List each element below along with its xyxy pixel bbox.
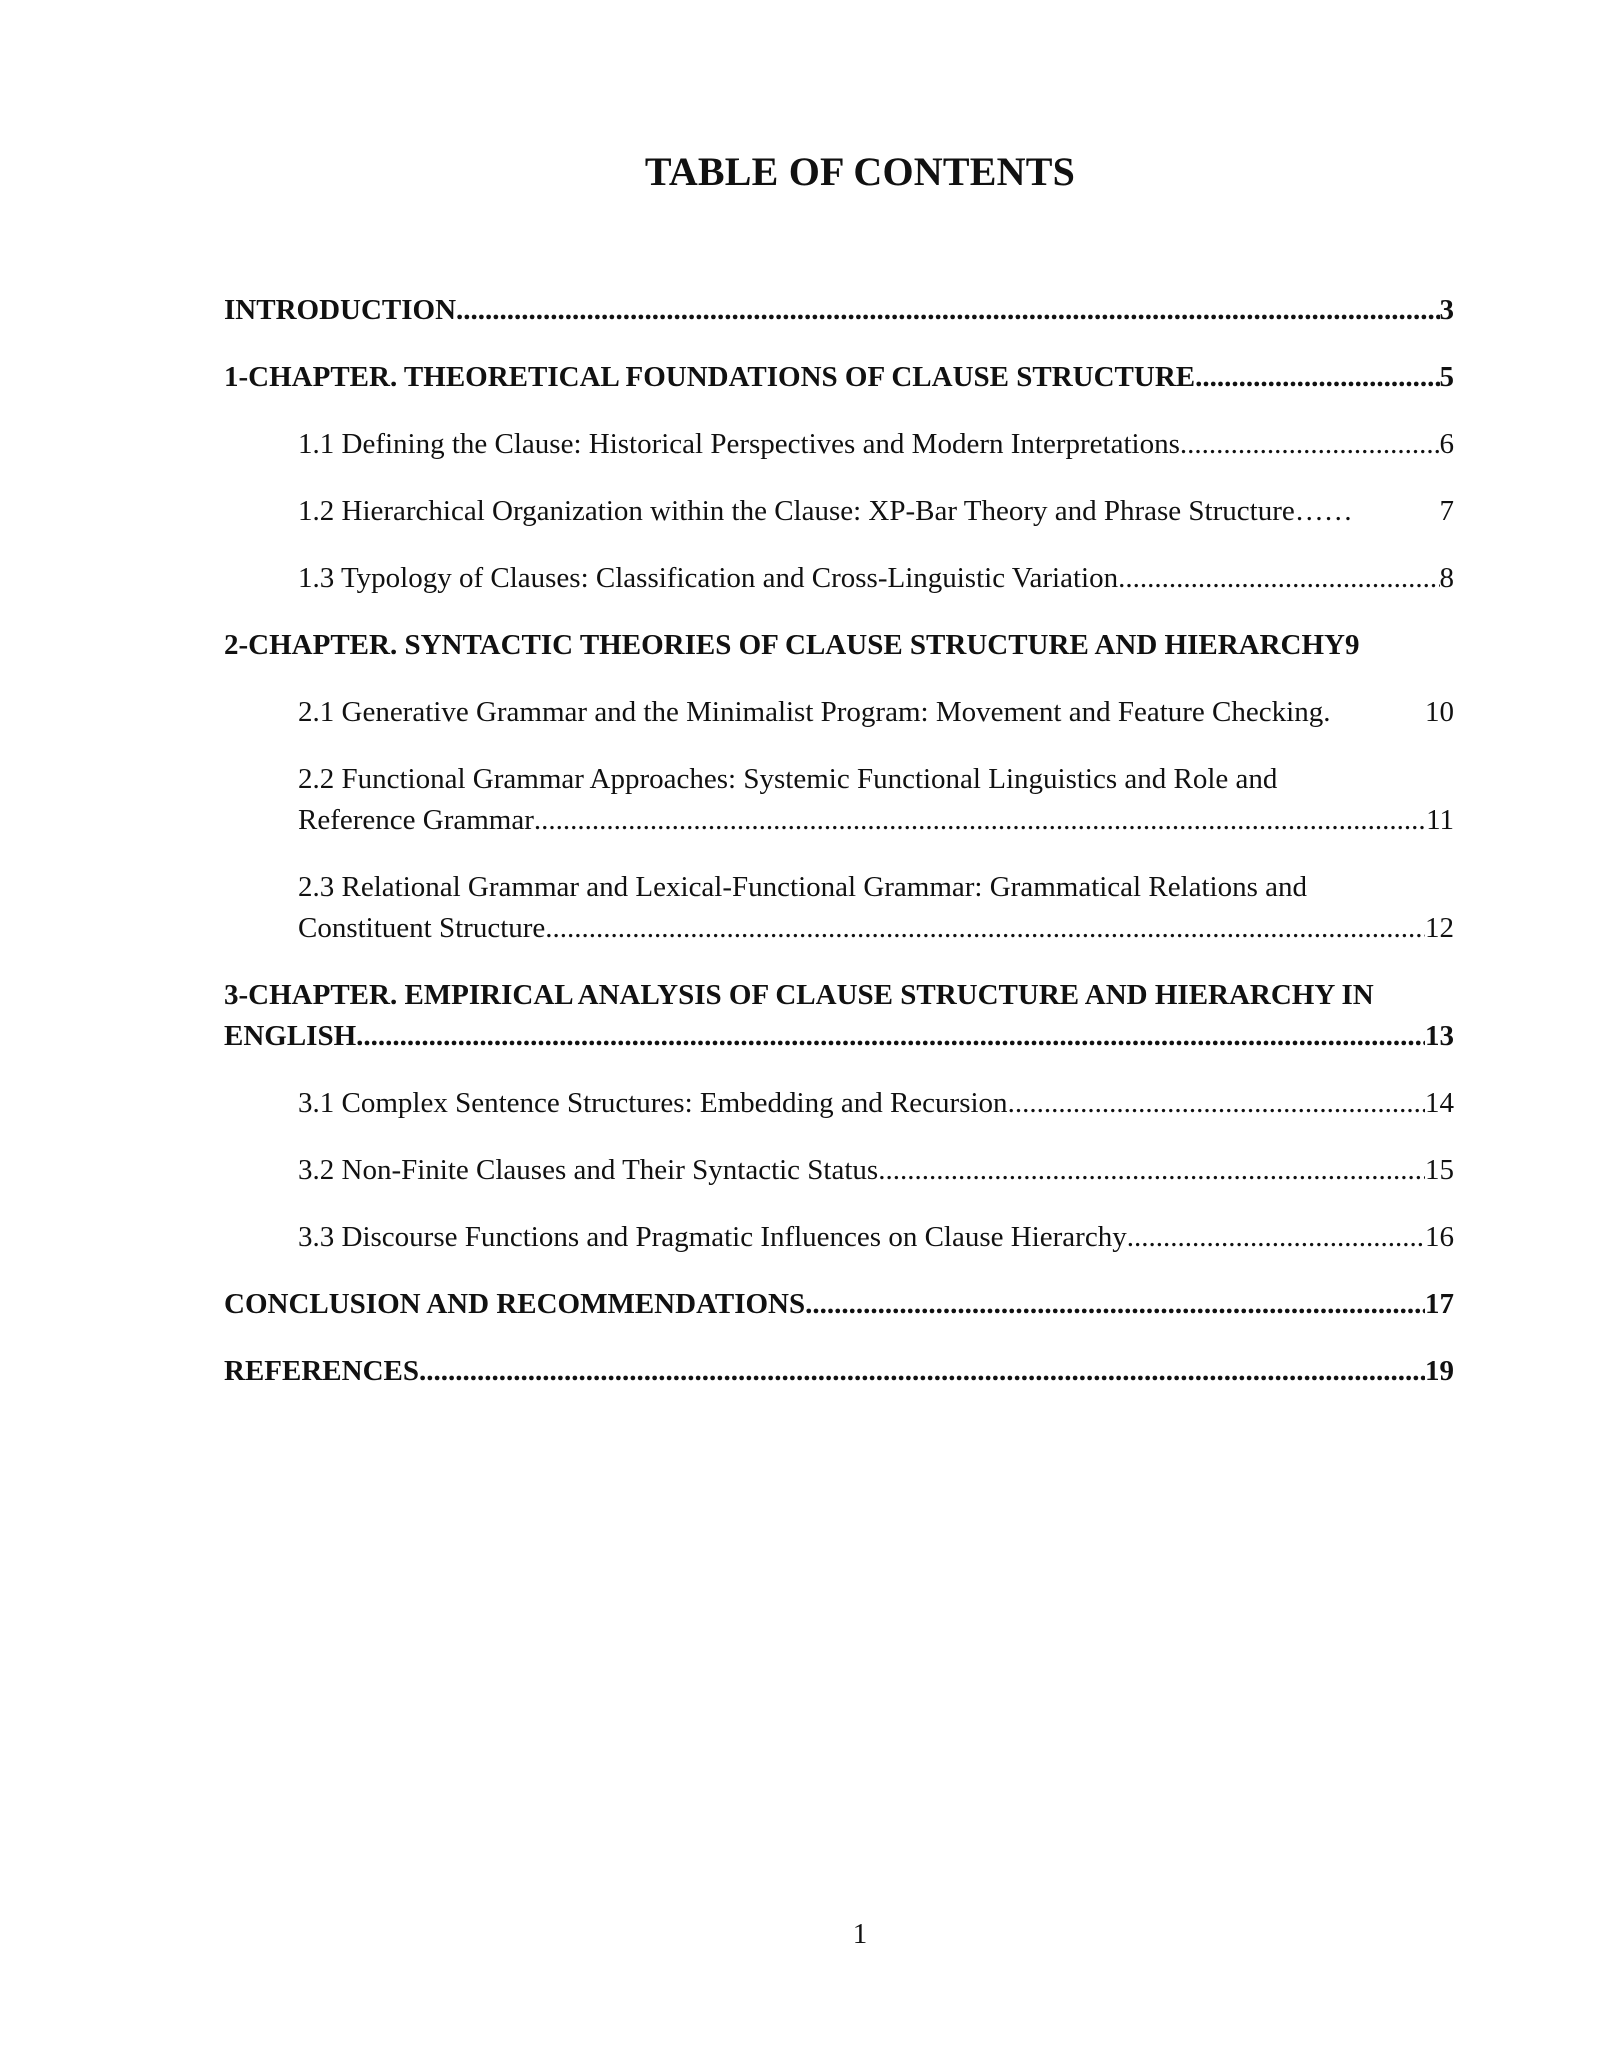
toc-entry-introduction[interactable]: [224, 290, 1454, 331]
toc-entry-title: REFERENCES: [224, 1355, 419, 1387]
toc-entry-title: 3.1 Complex Sentence Structures: Embedding and Recursion: [298, 1087, 1008, 1119]
toc-entry-chapter-3[interactable]: [224, 975, 1454, 1057]
toc-entry-page: 10: [1425, 696, 1454, 728]
toc-entry-page: 3: [1439, 294, 1454, 326]
toc-entry-1-3[interactable]: [298, 558, 1454, 599]
toc-entry-page: 6: [1439, 428, 1454, 460]
dot-leader: [534, 800, 1426, 841]
toc-entry-title: 1.3 Typology of Clauses: Classification and Cross-Linguistic Variation: [298, 562, 1119, 594]
toc-entry-page: 19: [1425, 1355, 1454, 1387]
toc-entry-title-line-1: 2.2 Functional Grammar Approaches: Systemic Functional Linguistics and Role and: [298, 763, 1278, 795]
toc-entry-page: 16: [1425, 1221, 1454, 1253]
toc-entry-title: 2-CHAPTER. SYNTACTIC THEORIES OF CLAUSE STRUCTURE AND HIERARCHY: [224, 629, 1345, 661]
toc-entry-title: 1-CHAPTER. THEORETICAL FOUNDATIONS OF CLAUSE STRUCTURE: [224, 361, 1196, 393]
toc-entry-title: CONCLUSION AND RECOMMENDATIONS: [224, 1288, 806, 1320]
toc-entry-3-3[interactable]: [298, 1217, 1454, 1258]
dot-leader: [1127, 1217, 1425, 1258]
toc-entry-title: Constituent Structure: [298, 912, 546, 944]
toc-entry-title: INTRODUCTION: [224, 294, 457, 326]
dot-leader: [1195, 357, 1439, 398]
toc-entry-title: 1.2 Hierarchical Organization within the Clause: XP-Bar Theory and Phrase Structure……: [298, 495, 1353, 527]
page-number: 1: [852, 1918, 868, 1950]
toc-entry-title-line-1: 2.3 Relational Grammar and Lexical-Functional Grammar: Grammatical Relations and: [298, 871, 1308, 903]
toc-entry-title: 2.1 Generative Grammar and the Minimalist Program: Movement and Feature Checking.: [298, 696, 1331, 728]
toc-entry-page: 14: [1425, 1087, 1454, 1119]
dot-leader: [878, 1150, 1425, 1191]
toc-entry-2-3[interactable]: [298, 867, 1454, 949]
toc-entry-title: ENGLISH: [224, 1020, 357, 1052]
toc-entry-page: 12: [1425, 912, 1454, 944]
toc-entry-references[interactable]: [224, 1351, 1454, 1392]
dot-leader: [1118, 558, 1439, 599]
toc-entry-page: 7: [1439, 495, 1454, 527]
toc-entry-page: 13: [1425, 1020, 1454, 1052]
toc-entry-1-1[interactable]: [298, 424, 1454, 465]
dot-leader: [1008, 1083, 1425, 1124]
toc-entry-title: 3.3 Discourse Functions and Pragmatic Influences on Clause Hierarchy: [298, 1221, 1127, 1253]
toc-entry-title: 3.2 Non-Finite Clauses and Their Syntactic Status: [298, 1154, 879, 1186]
toc-entry-3-1[interactable]: [298, 1083, 1454, 1124]
toc-entry-chapter-2[interactable]: [224, 625, 1464, 666]
toc-entry-page: 8: [1439, 562, 1454, 594]
dot-leader: [1180, 424, 1440, 465]
dot-leader: [456, 290, 1439, 331]
toc-entry-1-2[interactable]: [298, 491, 1454, 532]
toc-entry-chapter-1[interactable]: [224, 357, 1454, 398]
dot-leader: [805, 1284, 1425, 1325]
toc-entry-conclusion[interactable]: [224, 1284, 1454, 1325]
toc-entry-2-1[interactable]: [298, 692, 1454, 733]
toc-entry-title: Reference Grammar: [298, 804, 534, 836]
page-title: TABLE OF CONTENTS: [644, 149, 1076, 194]
dot-leader: [545, 908, 1425, 949]
toc-entry-page: 11: [1426, 804, 1454, 836]
toc-entry-page: 5: [1439, 361, 1454, 393]
toc-entry-page: 9: [1344, 629, 1360, 661]
toc-entry-page: 17: [1425, 1288, 1454, 1320]
dot-leader: [356, 1016, 1425, 1057]
toc-entry-2-2[interactable]: [298, 759, 1454, 841]
toc-entry-title-line-1: 3-CHAPTER. EMPIRICAL ANALYSIS OF CLAUSE STRUCTURE AND HIERARCHY IN: [224, 979, 1374, 1011]
toc-entry-title: 1.1 Defining the Clause: Historical Perspectives and Modern Interpretations: [298, 428, 1180, 460]
toc-entry-3-2[interactable]: [298, 1150, 1454, 1191]
dot-leader: [419, 1351, 1425, 1392]
toc-entry-page: 15: [1425, 1154, 1454, 1186]
